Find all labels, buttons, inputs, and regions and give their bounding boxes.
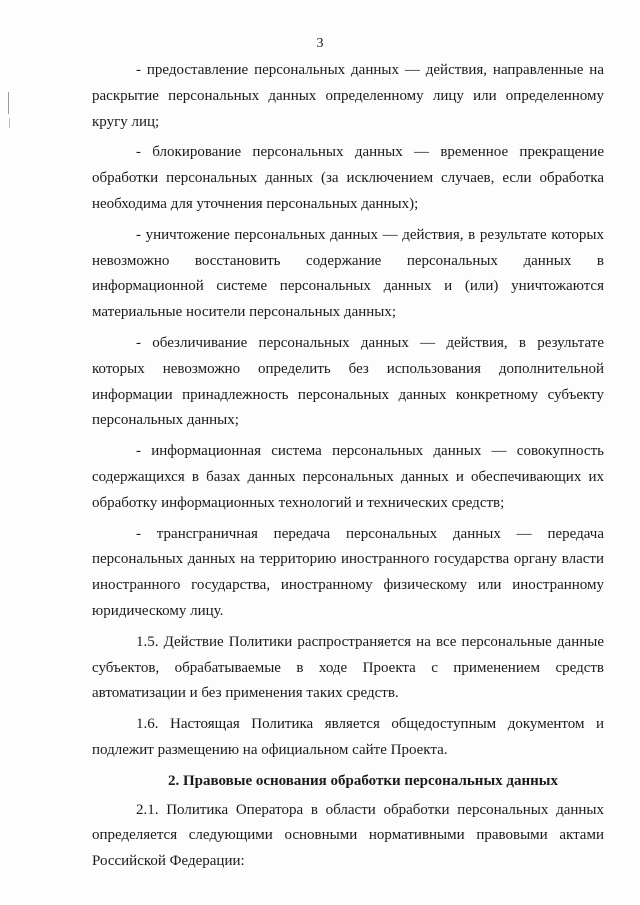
page-number: 3 <box>316 36 324 51</box>
clause-1-5: 1.5. Действие Политики распространяется на все персональные данные субъектов, обрабатываемые в ходе Проекта с применением средств автоматизации и без применения таких средств. <box>92 633 604 702</box>
definition-provision: - предоставление персональных данных — действия, направленные на раскрытие персональных данных определенному лицу или определенному кругу лиц; <box>92 62 604 130</box>
scan-edge-mark <box>9 118 10 128</box>
definition-information-system: - информационная система персональных данных — совокупность содержащихся в базах данных персональных данных и обеспечивающих их обработку информационных технологий и технических средств; <box>92 443 604 511</box>
clause-1-6: 1.6. Настоящая Политика является общедоступным документом и подлежит размещению на официальном сайте Проекта. <box>92 716 604 758</box>
definition-cross-border-transfer: - трансграничная передача персональных данных — передача персональных данных на территорию иностранного государства органу власти иностранного государства, иностранному физическому или иностранному юридическому лицу. <box>92 525 604 619</box>
clause-2-1: 2.1. Политика Оператора в области обработки персональных данных определяется следующими основными нормативными правовыми актами Российской Федерации: <box>92 801 604 870</box>
document-body <box>92 58 604 880</box>
definition-depersonalization: - обезличивание персональных данных — действия, в результате которых невозможно определить без использования дополнительной информации принадлежность персональных данных конкретному субъекту персональных данных; <box>92 334 604 429</box>
definition-destruction: - уничтожение персональных данных — действия, в результате которых невозможно восстановить содержание персональных данных в информационной системе персональных данных и (или) уничтожаются материальные носители персональных данных; <box>92 226 604 321</box>
section-2-heading: 2. Правовые основания обработки персональных данных <box>168 772 558 789</box>
scan-edge-mark <box>8 92 9 114</box>
definition-blocking: - блокирование персональных данных — временное прекращение обработки персональных данных (за исключением случаев, если обработка необходима для уточнения персональных данных); <box>92 144 604 212</box>
